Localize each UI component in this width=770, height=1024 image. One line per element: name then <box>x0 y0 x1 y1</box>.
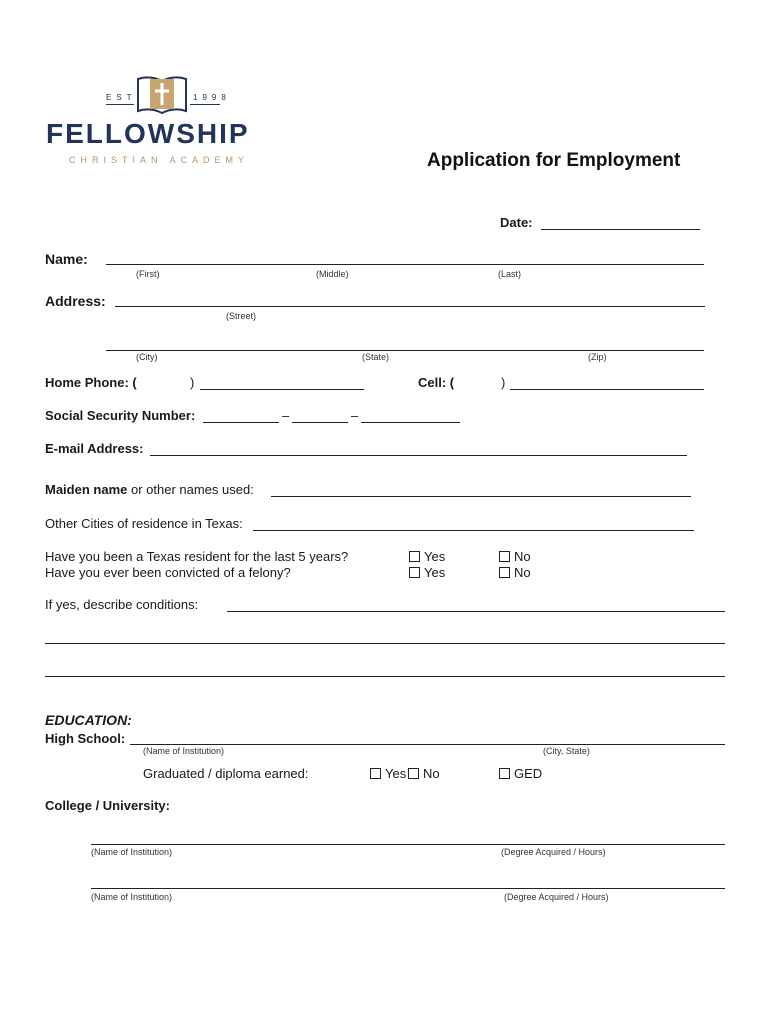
cell-label: Cell: ( <box>418 375 455 390</box>
college-institution-caption-2: (Name of Institution) <box>91 892 173 902</box>
yes-label: Yes <box>424 565 446 580</box>
maiden-label-rest: or other names used: <box>130 482 254 497</box>
college-label: College / University: <box>45 798 170 813</box>
graduated-no[interactable] <box>408 766 440 781</box>
name-middle-caption: (Middle) <box>316 269 349 279</box>
checkbox-icon[interactable] <box>409 567 420 578</box>
cell-close: ) <box>501 375 506 390</box>
yes-label: Yes <box>424 549 446 564</box>
question-resident: Have you been a Texas resident for the last 5 years? <box>45 549 349 564</box>
street-caption: (Street) <box>226 311 257 321</box>
no-label: No <box>514 549 531 564</box>
if-yes-label: If yes, describe conditions: <box>45 597 199 612</box>
checkbox-icon[interactable] <box>499 551 510 562</box>
conditions-field-3[interactable] <box>45 676 725 677</box>
felony-yes[interactable] <box>409 565 445 580</box>
city-state-zip-field[interactable] <box>106 350 704 351</box>
date-field[interactable] <box>541 229 700 230</box>
no-label: No <box>514 565 531 580</box>
email-field[interactable] <box>150 455 687 456</box>
conditions-field-1[interactable] <box>227 611 725 612</box>
ssn-field-2[interactable] <box>292 422 348 423</box>
book-cross-icon <box>136 73 188 115</box>
page-title: Application for Employment <box>427 150 681 171</box>
ssn-dash-2: – <box>351 408 359 423</box>
logo-est: EST <box>106 93 137 102</box>
college-degree-caption-1: (Degree Acquired / Hours) <box>501 847 606 857</box>
yes-label: Yes <box>385 766 407 781</box>
state-caption: (State) <box>362 352 390 362</box>
graduated-label: Graduated / diploma earned: <box>143 766 309 781</box>
logo-year: 1998 <box>193 93 231 102</box>
ged-label: GED <box>514 766 543 781</box>
name-first-caption: (First) <box>136 269 160 279</box>
education-heading: EDUCATION: <box>45 712 132 728</box>
ssn-field-3[interactable] <box>361 422 460 423</box>
ssn-dash-1: – <box>282 408 290 423</box>
home-phone-field[interactable] <box>200 389 364 390</box>
high-school-label: High School: <box>45 731 126 746</box>
street-field[interactable] <box>115 306 705 307</box>
ssn-field-1[interactable] <box>203 422 279 423</box>
high-school-field[interactable] <box>130 744 725 745</box>
home-phone-label: Home Phone: ( <box>45 375 137 390</box>
college-field-1[interactable] <box>91 844 725 845</box>
cities-label: Other Cities of residence in Texas: <box>45 516 243 531</box>
resident-no[interactable] <box>499 549 531 564</box>
college-degree-caption-2: (Degree Acquired / Hours) <box>504 892 609 902</box>
checkbox-icon[interactable] <box>370 768 381 779</box>
maiden-label-bold: Maiden name <box>45 482 128 497</box>
logo-name: FELLOWSHIP <box>46 118 250 149</box>
maiden-label <box>45 482 254 497</box>
graduated-ged[interactable] <box>499 766 542 781</box>
city-caption: (City) <box>136 352 158 362</box>
home-phone-close: ) <box>190 375 195 390</box>
question-felony: Have you ever been convicted of a felony? <box>45 565 291 580</box>
date-label: Date: <box>500 215 533 230</box>
college-field-2[interactable] <box>91 888 725 889</box>
ssn-label: Social Security Number: <box>45 408 196 423</box>
felony-no[interactable] <box>499 565 531 580</box>
hs-institution-caption: (Name of Institution) <box>143 746 225 756</box>
zip-caption: (Zip) <box>588 352 607 362</box>
cities-field[interactable] <box>253 530 694 531</box>
checkbox-icon[interactable] <box>409 551 420 562</box>
email-label: E-mail Address: <box>45 441 144 456</box>
college-institution-caption-1: (Name of Institution) <box>91 847 173 857</box>
conditions-field-2[interactable] <box>45 643 725 644</box>
checkbox-icon[interactable] <box>499 567 510 578</box>
name-field[interactable] <box>106 264 704 265</box>
address-label: Address: <box>45 293 106 309</box>
name-label: Name: <box>45 251 88 267</box>
logo-subtitle: CHRISTIAN ACADEMY <box>69 155 250 165</box>
graduated-yes[interactable] <box>370 766 406 781</box>
checkbox-icon[interactable] <box>499 768 510 779</box>
name-last-caption: (Last) <box>498 269 522 279</box>
hs-city-caption: (City, State) <box>543 746 590 756</box>
resident-yes[interactable] <box>409 549 445 564</box>
maiden-field[interactable] <box>271 496 691 497</box>
checkbox-icon[interactable] <box>408 768 419 779</box>
no-label: No <box>423 766 440 781</box>
cell-field[interactable] <box>510 389 704 390</box>
